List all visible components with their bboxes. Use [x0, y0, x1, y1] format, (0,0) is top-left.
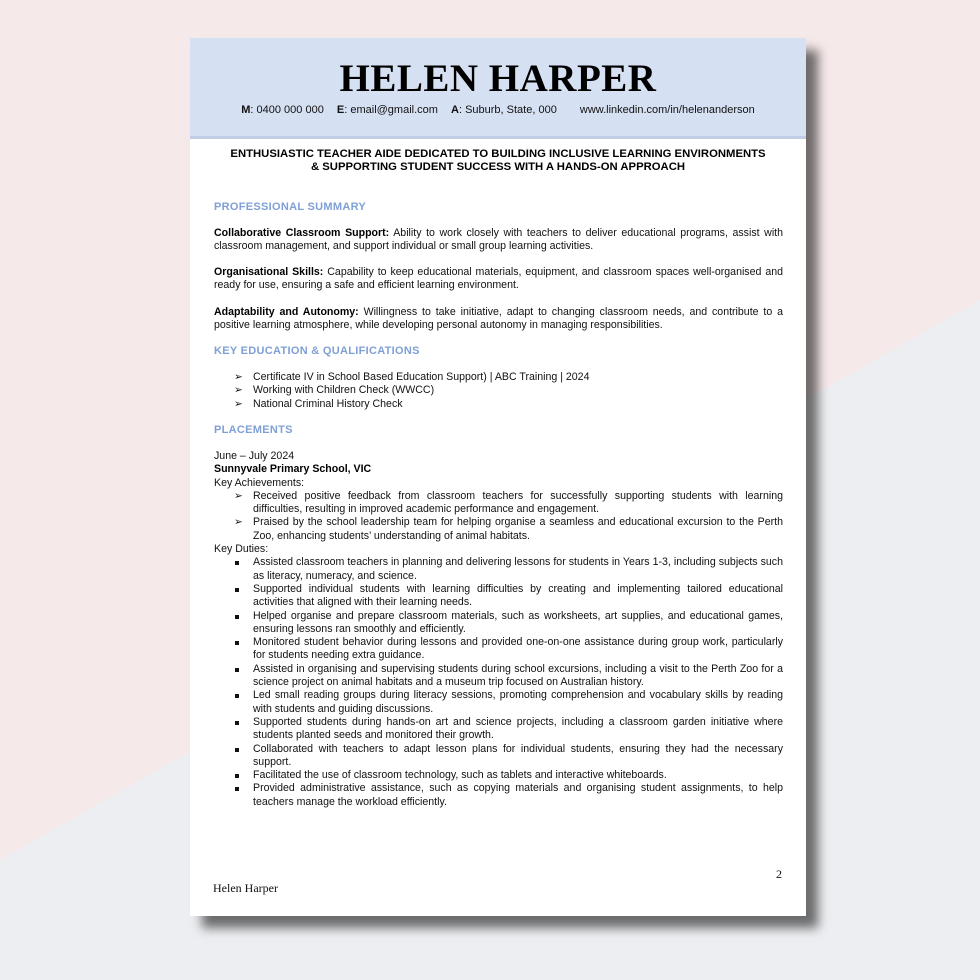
square-bullet-icon	[235, 774, 239, 778]
duty-text: Assisted in organising and supervising students during school excursions, including a visit to the Perth Zoo for a science project on animal habitats and a museum trip focused on Australian history.	[253, 662, 783, 689]
headline-line-1: ENTHUSIASTIC TEACHER AIDE DEDICATED TO BUILDING INCLUSIVE LEARNING ENVIRONMENTS	[230, 148, 766, 160]
square-bullet-icon	[235, 748, 239, 752]
duty-item	[214, 743, 783, 770]
education-item-text: National Criminal History Check	[253, 397, 403, 410]
footer-name: Helen Harper	[213, 881, 278, 895]
summary-item-text: Willingness to take initiative, adapt to changing classroom needs, and contribute to a positive learning atmosphere, while developing personal autonomy in managing responsibilities.	[214, 306, 783, 332]
page-number: 2	[776, 867, 782, 881]
arrow-bullet-icon: ➢	[234, 489, 243, 502]
duty-text: Supported individual students with learning difficulties by creating and implementing tailored educational activities that aligned with their learning needs.	[253, 582, 783, 609]
achievement-item	[214, 516, 783, 543]
section-heading-education: KEY EDUCATION & QUALIFICATIONS	[214, 345, 420, 357]
section-heading-placements: PLACEMENTS	[214, 424, 293, 436]
phone-label: M	[241, 104, 251, 116]
contact-line: M: 0400 000 000 E: email@gmail.com A: Suburb, State, 000 www.linkedin.com/in/helenanderson	[241, 104, 755, 116]
square-bullet-icon	[235, 615, 239, 619]
duty-item	[214, 689, 783, 716]
candidate-name: HELEN HARPER	[339, 57, 657, 100]
achievement-text: Received positive feedback from classroom teachers for successfully supporting students with learning difficulties, resulting in improved academic performance and engagement.	[253, 489, 783, 516]
duty-text: Assisted classroom teachers in planning and delivering lessons for students in Years 1-3, including subjects such as literacy, numeracy, and science.	[253, 556, 783, 582]
headline	[214, 148, 782, 174]
square-bullet-icon	[235, 641, 239, 645]
square-bullet-icon	[235, 721, 239, 725]
achievement-text: Praised by the school leadership team for helping organise a seamless and educational excursion to the Perth Zoo, enhancing students’ understanding of animal habitats.	[253, 516, 783, 542]
headline-line-2: & SUPPORTING STUDENT SUCCESS WITH A HANDS-ON APPROACH	[310, 161, 686, 173]
education-item	[214, 398, 783, 411]
education-item	[214, 384, 783, 397]
education-list	[214, 371, 783, 411]
summary-item	[214, 227, 783, 254]
email-label: E	[336, 104, 345, 116]
duty-text: Collaborated with teachers to adapt lesson plans for individual students, ensuring they had the necessary support.	[253, 742, 783, 768]
square-bullet-icon	[235, 561, 239, 565]
achievement-item	[214, 490, 783, 517]
placement-date: June – July 2024	[214, 450, 295, 462]
duty-text: Led small reading groups during literacy sessions, promoting comprehension and vocabulary skills by reading with students and guiding discussions.	[253, 689, 783, 715]
duty-item	[214, 556, 783, 583]
education-item-text: Certificate IV in School Based Education Support) | ABC Training | 2024	[253, 371, 590, 383]
arrow-bullet-icon: ➢	[234, 384, 243, 397]
summary-item	[214, 266, 783, 293]
duty-item	[214, 636, 783, 663]
phone-value: 0400 000 000	[256, 104, 324, 116]
duty-text: Helped organise and prepare classroom materials, such as worksheets, art supplies, and educational games, ensuring lessons ran smoothly and efficiently.	[253, 609, 783, 635]
arrow-bullet-icon: ➢	[234, 371, 243, 383]
achievements-label: Key Achievements:	[214, 476, 305, 489]
duty-item	[214, 610, 783, 637]
resume-header	[190, 38, 806, 139]
square-bullet-icon	[235, 588, 239, 592]
placement-school: Sunnyvale Primary School, VIC	[214, 463, 372, 476]
duty-text: Provided administrative assistance, such as copying materials and organising student assignments, to help teachers manage the workload efficiently.	[253, 782, 783, 808]
duty-item	[214, 663, 783, 690]
duty-item	[214, 769, 783, 782]
arrow-bullet-icon: ➢	[234, 516, 243, 529]
duty-text: Supported students during hands-on art and science projects, including a classroom garden initiative where students planted seeds and monitored their growth.	[253, 715, 783, 742]
duty-item	[214, 583, 783, 610]
duty-text: Facilitated the use of classroom technology, such as tablets and interactive whiteboards.	[253, 769, 667, 782]
summary-item-text: Ability to work closely with teachers to deliver educational programs, assist with classroom management, and support individual or small group learning activities.	[214, 227, 784, 253]
email-value: email@gmail.com	[350, 104, 438, 116]
address-value: Suburb, State, 000	[465, 104, 557, 116]
arrow-bullet-icon: ➢	[234, 397, 243, 410]
placement-entry	[214, 450, 783, 809]
summary-item-title: Collaborative Classroom Support:	[214, 227, 390, 239]
duty-item	[214, 782, 783, 809]
education-item	[214, 371, 783, 384]
duties-label: Key Duties:	[214, 543, 269, 556]
square-bullet-icon	[235, 787, 239, 791]
education-item-text: Working with Children Check (WWCC)	[253, 384, 435, 397]
duty-item	[214, 716, 783, 743]
linkedin-url: www.linkedin.com/in/helenanderson	[579, 104, 755, 116]
section-heading-summary: PROFESSIONAL SUMMARY	[214, 201, 367, 213]
address-label: A	[451, 104, 459, 116]
square-bullet-icon	[235, 668, 239, 672]
summary-item-title: Adaptability and Autonomy:	[214, 306, 359, 318]
duty-text: Monitored student behavior during lessons and provided one-on-one assistance during group work, particularly for students needing extra guidance.	[253, 636, 783, 662]
square-bullet-icon	[235, 694, 239, 698]
summary-item-text: Capability to keep educational materials, equipment, and classroom spaces well-organised and ready for use, ensuring a safe and efficient learning environment.	[214, 266, 784, 292]
summary-item-title: Organisational Skills:	[214, 266, 324, 278]
resume-page	[190, 38, 806, 916]
summary-item	[214, 306, 783, 333]
